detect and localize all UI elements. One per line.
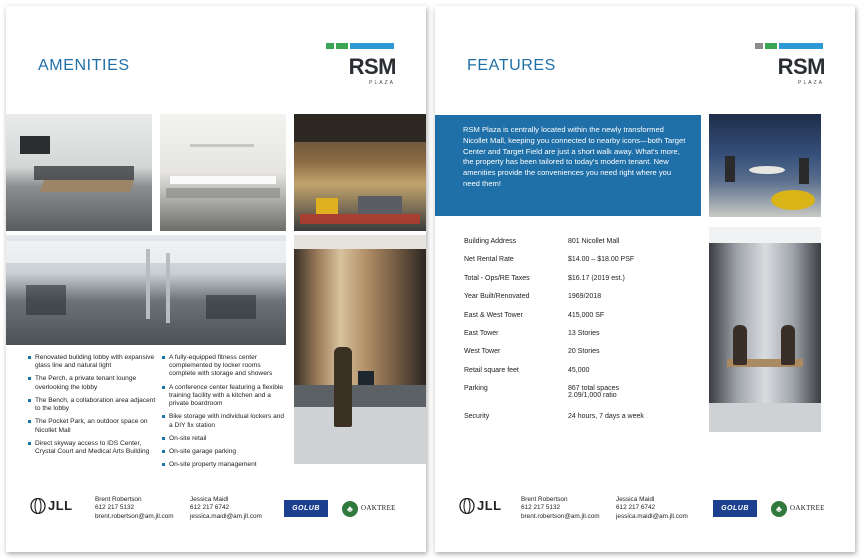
oaktree-logo-text: OAKTREE [790, 504, 825, 512]
contact-phone: 612 217 6742 [616, 504, 656, 512]
jll-logo-text: JLL [48, 498, 73, 513]
list-item: A fully-equipped fitness center complemented by locker rooms complete with storage and showers [162, 354, 286, 379]
contact-jessica [616, 496, 688, 521]
lounge-photo [294, 114, 426, 231]
logo-bar-green [336, 43, 348, 49]
logo-bar-blue [350, 43, 394, 49]
feature-label: West Tower [464, 348, 501, 356]
training-room-photo [160, 114, 286, 231]
oaktree-tree-icon: ♣ [342, 501, 358, 517]
contact-jessica [190, 496, 262, 521]
feature-label: Retail square feet [464, 366, 519, 374]
list-item: The Bench, a collaboration area adjacent to the lobby [28, 397, 156, 413]
jll-logo-icon [459, 498, 475, 514]
logo-sub: PLAZA [798, 80, 824, 86]
intro-box: RSM Plaza is centrally located within the newly transformed Nicollet Mall, keeping you connected to nearby icons—both Target Center and Target Field are just a short walk away. What's more, the property has been tailored to today's modern tenant. New amenities provide the conveniences you need right where you need them! [435, 115, 701, 216]
table-row [464, 348, 704, 366]
table-row [464, 256, 704, 274]
contact-brent [521, 496, 600, 521]
feature-value: 801 Nicollet Mall [568, 238, 620, 245]
feature-value: 20 Stories [568, 348, 600, 356]
table-row [464, 312, 704, 330]
list-item: Bike storage with individual lockers and a DIY fix station [162, 413, 286, 429]
feature-label: Security [464, 413, 490, 421]
contact-name: Jessica Maidl [190, 496, 229, 503]
contact-brent [95, 496, 174, 521]
logo-sub: PLAZA [369, 80, 395, 86]
feature-value [568, 385, 704, 413]
cafe-photo [709, 114, 821, 217]
contact-name: Brent Robertson [95, 496, 142, 503]
contact-phone: 612 217 5132 [521, 504, 561, 512]
page-footer [435, 492, 855, 528]
list-item: Direct skyway access to IDS Center, Crystal Court and Medical Arts Building [28, 440, 156, 456]
contact-email[interactable]: brent.robertson@am.jll.com [95, 512, 174, 520]
logo-bar-blue [779, 43, 823, 49]
rsm-plaza-logo [755, 43, 825, 89]
logo-bar-green [765, 43, 777, 49]
contact-phone: 612 217 6742 [190, 504, 230, 512]
table-row [464, 385, 704, 413]
contact-name: Jessica Maidl [616, 496, 655, 503]
logo-bar-green [326, 43, 334, 49]
list-item: A conference center featuring a flexible training facility with a kitchen and a private boardroom [162, 384, 286, 409]
list-item: The Perch, a private tenant lounge overlooking the lobby [28, 375, 156, 391]
logo-name: RSM [348, 54, 396, 79]
feature-label: East Tower [464, 329, 499, 337]
table-row [464, 275, 704, 293]
oaktree-logo-text: OAKTREE [361, 504, 396, 512]
table-row [464, 330, 704, 348]
list-item: On-site garage parking [162, 448, 286, 456]
feature-label: Total - Ops/RE Taxes [464, 274, 530, 282]
page-title: AMENITIES [38, 57, 130, 74]
golub-logo: GOLUB [713, 500, 757, 517]
feature-value-line: 867 total spaces [568, 385, 619, 393]
feature-label: Net Rental Rate [464, 256, 514, 264]
feature-value: 415,000 SF [568, 311, 605, 319]
table-row [464, 413, 704, 431]
feature-value: $14.00 – $18.00 PSF [568, 256, 635, 264]
rsm-plaza-logo [326, 43, 396, 89]
fitness-center-photo [6, 235, 286, 345]
jll-logo-icon [30, 498, 46, 514]
oaktree-tree-icon: ♣ [771, 501, 787, 517]
feature-value: 24 hours, 7 days a week [568, 413, 644, 421]
feature-value: 1969/2018 [568, 293, 602, 301]
feature-label: Building Address [464, 238, 517, 245]
amenities-list-col1 [28, 354, 156, 461]
contact-phone: 612 217 5132 [95, 504, 135, 512]
table-row [464, 367, 704, 385]
lobby-photo [294, 235, 426, 464]
logo-name: RSM [777, 54, 825, 79]
feature-label: Parking [464, 385, 488, 393]
feature-label: East & West Tower [464, 311, 523, 319]
feature-value: $16.17 (2019 est.) [568, 274, 625, 282]
logo-bar-gray [755, 43, 763, 49]
feature-value-line: 2.09/1,000 ratio [568, 392, 617, 400]
contact-email[interactable]: jessica.maidl@am.jll.com [616, 512, 688, 520]
jll-logo-text: JLL [477, 498, 502, 513]
list-item: The Pocket Park, an outdoor space on Nicollet Mall [28, 418, 156, 434]
contact-email[interactable]: jessica.maidl@am.jll.com [190, 512, 262, 520]
corridor-photo [709, 227, 821, 432]
page-title: FEATURES [467, 57, 556, 74]
amenities-list-col2 [162, 354, 286, 475]
table-row [464, 238, 704, 256]
table-row [464, 293, 704, 311]
list-item: On-site retail [162, 435, 286, 443]
list-item: Renovated building lobby with expansive glass line and natural light [28, 354, 156, 370]
conference-room-photo [6, 114, 152, 231]
feature-value: 45,000 [568, 366, 590, 374]
list-item: On-site property management [162, 461, 286, 469]
amenities-page [6, 6, 426, 552]
contact-email[interactable]: brent.robertson@am.jll.com [521, 512, 600, 520]
features-page [435, 6, 855, 552]
page-footer [6, 492, 426, 528]
feature-value: 13 Stories [568, 329, 600, 337]
contact-name: Brent Robertson [521, 496, 568, 503]
features-table [464, 238, 704, 432]
golub-logo: GOLUB [284, 500, 328, 517]
feature-label: Year Built/Renovated [464, 293, 530, 301]
